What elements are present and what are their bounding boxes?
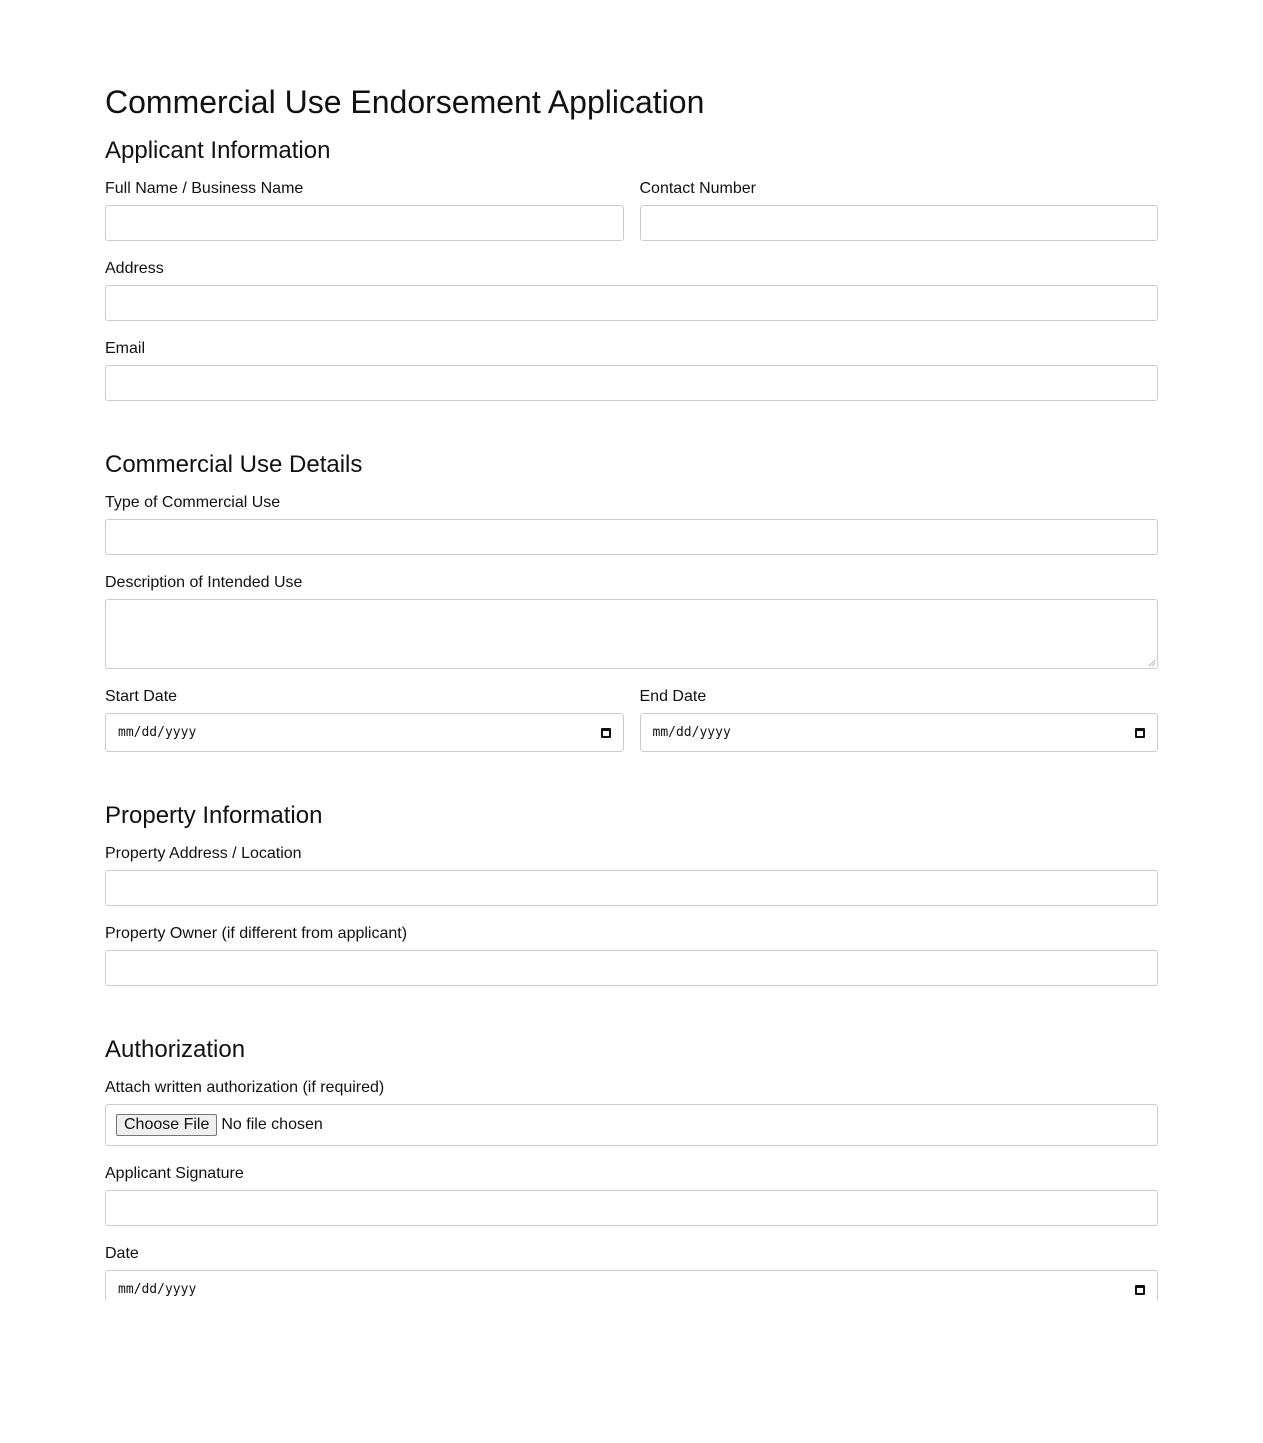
section-heading-details: Commercial Use Details (105, 451, 363, 478)
email-input[interactable] (105, 365, 1158, 401)
signature-input[interactable] (105, 1190, 1158, 1226)
date-label: Date (105, 1245, 139, 1262)
property-address-input[interactable] (105, 870, 1158, 906)
calendar-icon[interactable] (601, 728, 611, 738)
description-textarea[interactable] (105, 599, 1158, 669)
calendar-icon[interactable] (1135, 1285, 1145, 1295)
start-date-input[interactable] (105, 713, 624, 752)
start-date-label: Start Date (105, 688, 178, 705)
choose-file-button[interactable]: Choose File (116, 1114, 217, 1136)
file-status: No file chosen (221, 1116, 323, 1133)
section-heading-authorization: Authorization (105, 1036, 246, 1063)
contact-number-input[interactable] (640, 205, 1159, 241)
contact-number-label: Contact Number (639, 180, 756, 197)
section-heading-applicant: Applicant Information (105, 137, 331, 164)
property-address-label: Property Address / Location (105, 845, 302, 862)
address-input[interactable] (105, 285, 1158, 321)
section-heading-property: Property Information (105, 802, 323, 829)
commercial-use-type-label: Type of Commercial Use (105, 494, 281, 511)
signature-date-input[interactable] (105, 1270, 1158, 1300)
full-name-input[interactable] (105, 205, 624, 241)
end-date-label: End Date (639, 688, 707, 705)
attach-authorization-label: Attach written authorization (if required) (105, 1079, 385, 1096)
page-title: Commercial Use Endorsement Application (105, 84, 705, 120)
signature-label: Applicant Signature (105, 1165, 244, 1182)
address-label: Address (105, 260, 164, 277)
property-owner-input[interactable] (105, 950, 1158, 986)
calendar-icon[interactable] (1135, 728, 1145, 738)
authorization-file-input[interactable] (105, 1104, 1158, 1146)
property-owner-label: Property Owner (if different from applicant) (105, 925, 408, 942)
full-name-label: Full Name / Business Name (105, 180, 304, 197)
date-placeholder: mm/dd/yyyy (652, 725, 731, 740)
date-placeholder: mm/dd/yyyy (118, 1282, 197, 1297)
end-date-input[interactable] (640, 713, 1159, 752)
email-label: Email (105, 340, 146, 357)
date-placeholder: mm/dd/yyyy (118, 725, 197, 740)
application-form (105, 84, 1158, 1300)
commercial-use-type-input[interactable] (105, 519, 1158, 555)
description-label: Description of Intended Use (105, 574, 303, 591)
resize-grip-icon[interactable] (1148, 659, 1155, 666)
